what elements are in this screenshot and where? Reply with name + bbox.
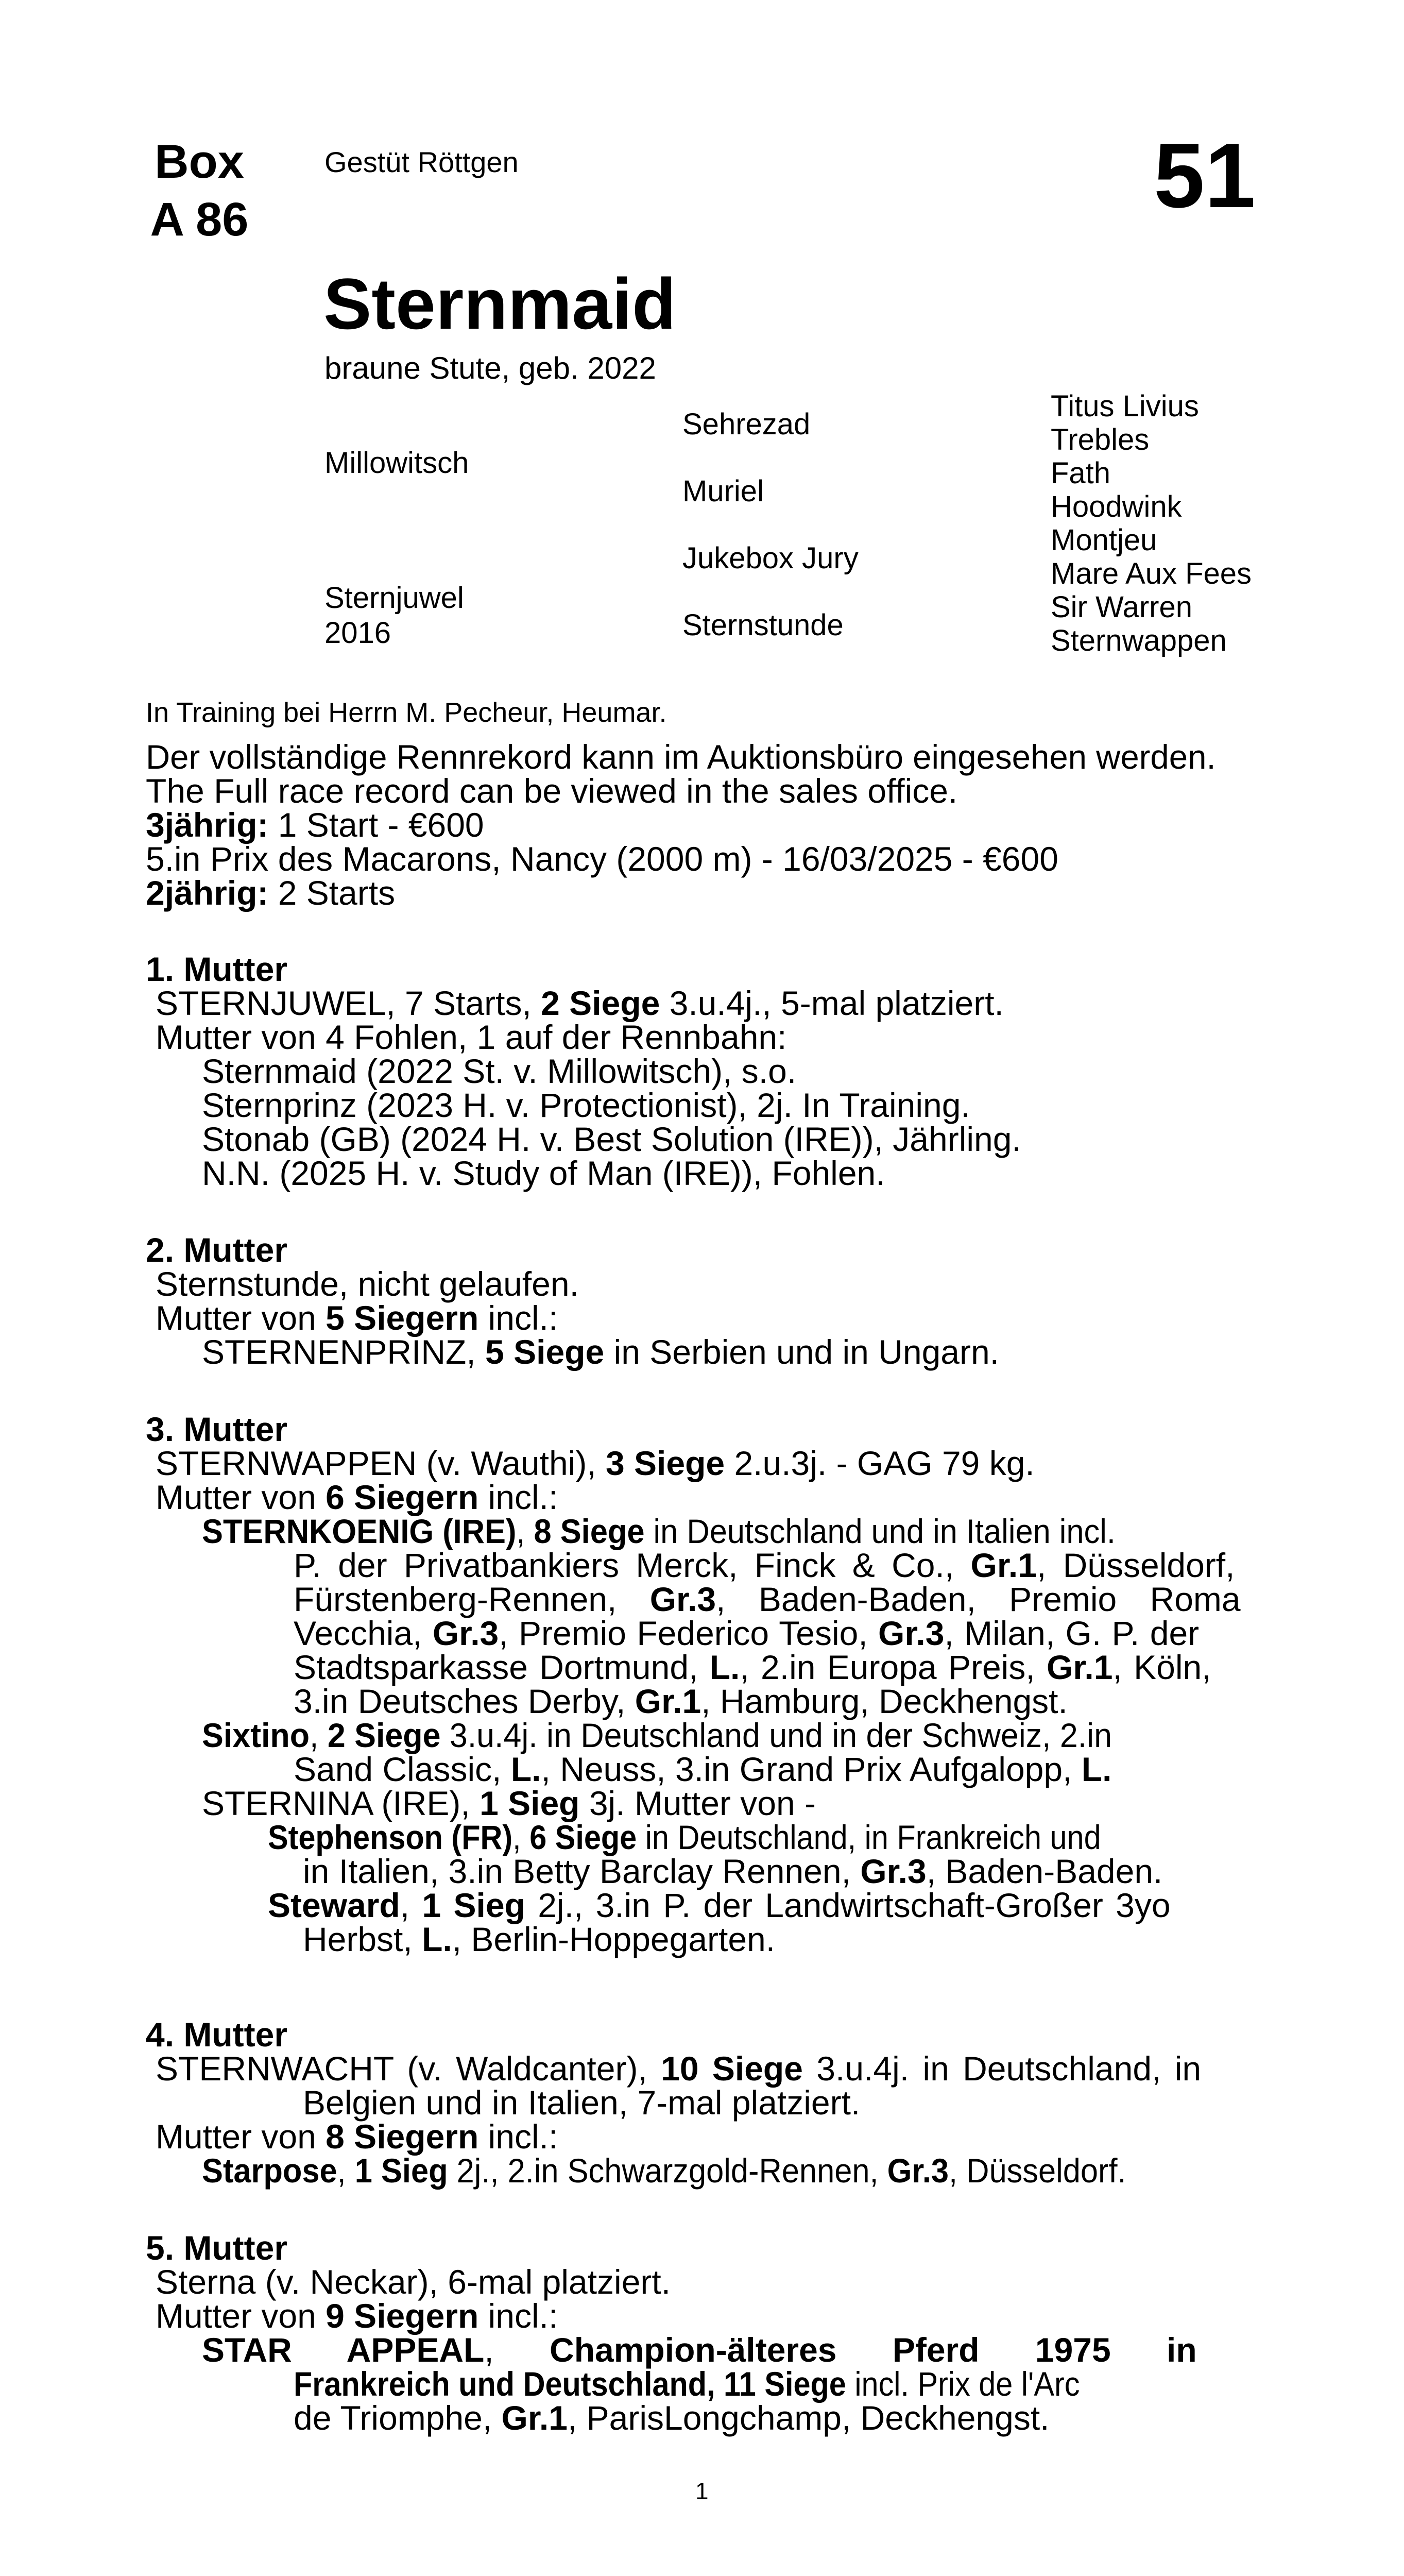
offspring-detail bbox=[294, 2401, 1050, 2435]
wins: 8 Siege bbox=[534, 1512, 645, 1550]
section-title-m2: 2. Mutter bbox=[146, 1231, 288, 1269]
sep: , bbox=[400, 1886, 422, 1924]
m3-bold: 3 Siege bbox=[605, 1444, 725, 1482]
race-grade: Gr.1 bbox=[501, 2399, 568, 2437]
detail: 3.u.4j. in Deutschland und in der Schweiz, 2.in bbox=[440, 1716, 1112, 1754]
pedigree-great-grandparent: Sir Warren bbox=[1051, 590, 1192, 624]
page-number: 1 bbox=[695, 2478, 709, 2504]
m2-line bbox=[156, 1301, 558, 1335]
age2-label: 2jährig: bbox=[146, 874, 269, 912]
race-record-note-de bbox=[146, 740, 1227, 774]
detail: 3.in Deutsches Derby, bbox=[294, 1682, 635, 1720]
offspring-name: Starpose bbox=[202, 2151, 337, 2190]
section-title-m5: 5. Mutter bbox=[146, 2229, 288, 2267]
horse-description: braune Stute, geb. 2022 bbox=[324, 351, 656, 385]
race-grade: Gr.1 bbox=[635, 1682, 701, 1720]
offspring-name: STERNINA (IRE), bbox=[202, 1784, 480, 1822]
pedigree-great-grandparent: Sternwappen bbox=[1051, 624, 1227, 657]
offspring-name: STERNKOENIG (IRE) bbox=[202, 1512, 517, 1550]
m4-text: STERNWACHT (v. Waldcanter), bbox=[156, 2049, 661, 2088]
pedigree-grandparent: Jukebox Jury bbox=[682, 541, 859, 575]
detail: , Neuss, 3.in Grand Prix Aufgalopp, bbox=[541, 1750, 1082, 1788]
detail: , Baden-Baden, Premio Roma bbox=[716, 1580, 1241, 1618]
detail: , 2.in Europa Preis, bbox=[740, 1648, 1047, 1686]
m4-text: incl.: bbox=[478, 2117, 558, 2156]
race-grade: Gr.3 bbox=[887, 2151, 949, 2190]
box-number: A 86 bbox=[150, 193, 249, 246]
wins: 2 Siege bbox=[327, 1716, 441, 1754]
detail: , Düsseldorf. bbox=[949, 2151, 1126, 2190]
offspring-name: STAR APPEAL bbox=[202, 2331, 485, 2369]
race-grade: Gr.3 bbox=[432, 1614, 499, 1652]
detail: , Milan, G. P. der bbox=[944, 1614, 1200, 1652]
m5-line: Sterna (v. Neckar), 6-mal platziert. bbox=[156, 2263, 671, 2301]
m2-text: STERNENPRINZ, bbox=[202, 1333, 486, 1371]
race-grade: Gr.1 bbox=[1047, 1648, 1113, 1686]
m4-bold: 10 Siege bbox=[661, 2049, 803, 2088]
offspring-sternkoenig bbox=[202, 1514, 1184, 1548]
m5-bold: 9 Siegern bbox=[326, 2297, 479, 2335]
m2-bold: 5 Siegern bbox=[326, 1299, 479, 1337]
detail: Champion-älteres Pferd 1975 in bbox=[550, 2331, 1197, 2369]
pedigree-grandparent: Sternstunde bbox=[682, 608, 844, 642]
sep: , bbox=[516, 1512, 534, 1550]
m4-line bbox=[156, 2049, 1202, 2088]
foal-item: Sternmaid (2022 St. v. Millowitsch), s.o. bbox=[202, 1052, 797, 1090]
pedigree-great-grandparent: Mare Aux Fees bbox=[1051, 557, 1252, 590]
offspring-detail bbox=[294, 1548, 1235, 1582]
m5-text: incl.: bbox=[478, 2297, 558, 2335]
m2-bold: 5 Siege bbox=[485, 1333, 605, 1371]
offspring-detail bbox=[294, 1582, 1241, 1616]
m5-text: Mutter von bbox=[156, 2297, 326, 2335]
offspring-sternina bbox=[202, 1786, 816, 1820]
pedigree-grandparent: Muriel bbox=[682, 474, 764, 508]
m2-text: incl.: bbox=[478, 1299, 558, 1337]
wins: 1 Sieg bbox=[480, 1784, 580, 1822]
offspring-detail bbox=[294, 1752, 1111, 1786]
race-grade: Gr.3 bbox=[878, 1614, 945, 1652]
offspring-detail bbox=[303, 1922, 775, 1956]
m4-bold: 8 Siegern bbox=[326, 2117, 479, 2156]
race-grade: L. bbox=[1081, 1750, 1112, 1788]
detail: , Baden-Baden. bbox=[926, 1852, 1163, 1890]
race-grade: L. bbox=[422, 1920, 452, 1958]
detail: in Deutschland, in Frankreich und bbox=[637, 1818, 1101, 1856]
offspring-detail bbox=[294, 1650, 1211, 1684]
wins: 6 Siege bbox=[529, 1818, 637, 1856]
m5-line bbox=[156, 2299, 558, 2333]
sep: , bbox=[337, 2151, 355, 2190]
race-grade: L. bbox=[510, 1750, 541, 1788]
offspring-detail bbox=[294, 1616, 1199, 1650]
m3-bold: 6 Siegern bbox=[326, 1478, 479, 1516]
offspring-name: Sixtino bbox=[202, 1716, 310, 1754]
m2-text: Mutter von bbox=[156, 1299, 326, 1337]
lot-number: 51 bbox=[1154, 124, 1256, 227]
m1-line bbox=[156, 986, 1004, 1020]
detail: Herbst, bbox=[303, 1920, 422, 1958]
offspring-star-appeal bbox=[202, 2333, 1197, 2367]
detail: , Köln, bbox=[1112, 1648, 1211, 1686]
foal-item: Sternprinz (2023 H. v. Protectionist), 2j. In Training. bbox=[202, 1086, 970, 1124]
section-title-m3: 3. Mutter bbox=[146, 1410, 288, 1448]
detail: , Düsseldorf, bbox=[1036, 1546, 1235, 1584]
pedigree-dam: Sternjuwel bbox=[324, 581, 464, 615]
offspring-name: Stephenson (FR) bbox=[268, 1818, 513, 1856]
offspring-steward bbox=[268, 1888, 1171, 1922]
m3-line bbox=[156, 1446, 1035, 1480]
m1-text: 3.u.4j., 5-mal platziert. bbox=[660, 984, 1004, 1022]
offspring-stephenson bbox=[268, 1820, 1193, 1854]
detail: de Triomphe, bbox=[294, 2399, 502, 2437]
sep: , bbox=[512, 1818, 530, 1856]
detail: incl. Prix de l'Arc bbox=[846, 2365, 1080, 2403]
m4-text: Mutter von bbox=[156, 2117, 326, 2156]
age2-line bbox=[146, 876, 395, 910]
detail: Stadtsparkasse Dortmund, bbox=[294, 1648, 710, 1686]
offspring-starpose bbox=[202, 2151, 1196, 2190]
m3-text: STERNWAPPEN (v. Wauthi), bbox=[156, 1444, 606, 1482]
detail: in Deutschland und in Italien incl. bbox=[644, 1512, 1116, 1550]
m4-line bbox=[156, 2117, 558, 2156]
race-grade: L. bbox=[709, 1648, 740, 1686]
note-de-text: Der vollständige Rennrekord kann im Auktionsbüro eingesehen werden. bbox=[146, 738, 1216, 776]
race-record-note-en: The Full race record can be viewed in the sales office. bbox=[146, 772, 958, 810]
offspring-name: Steward bbox=[268, 1886, 400, 1924]
m4-line: Belgien und in Italien, 7-mal platziert. bbox=[303, 2083, 861, 2122]
detail-bold: Frankreich und Deutschland, 11 Siege bbox=[294, 2365, 846, 2403]
offspring-detail bbox=[294, 2367, 1167, 2401]
pedigree-dam-year: 2016 bbox=[324, 616, 391, 650]
age3-label: 3jährig: bbox=[146, 806, 269, 844]
m3-text: Mutter von bbox=[156, 1478, 326, 1516]
detail: Sand Classic, bbox=[294, 1750, 511, 1788]
m1-text: STERNJUWEL, 7 Starts, bbox=[156, 984, 541, 1022]
detail: Fürstenberg-Rennen, bbox=[294, 1580, 650, 1618]
offspring-detail bbox=[303, 1854, 1162, 1888]
race-grade: Gr.3 bbox=[649, 1580, 716, 1618]
race-grade: Gr.1 bbox=[970, 1546, 1037, 1584]
m2-offspring bbox=[202, 1335, 999, 1369]
pedigree-great-grandparent: Montjeu bbox=[1051, 523, 1157, 557]
m3-text: incl.: bbox=[478, 1478, 558, 1516]
offspring-sixtino bbox=[202, 1718, 1160, 1752]
m1-bold: 2 Siege bbox=[541, 984, 660, 1022]
wins: 1 Sieg bbox=[354, 2151, 448, 2190]
m4-text: 3.u.4j. in Deutschland, in bbox=[802, 2049, 1202, 2088]
race-grade: Gr.3 bbox=[860, 1852, 927, 1890]
pedigree-sire: Millowitsch bbox=[324, 446, 469, 480]
age3-detail: 5.in Prix des Macarons, Nancy (2000 m) - 16/03/2025 - €600 bbox=[146, 840, 1058, 878]
age3-value: 1 Start - €600 bbox=[268, 806, 484, 844]
section-title-m1: 1. Mutter bbox=[146, 950, 288, 988]
age3-line bbox=[146, 808, 484, 842]
m3-line bbox=[156, 1480, 558, 1514]
pedigree-great-grandparent: Trebles bbox=[1051, 423, 1150, 456]
detail: 2j., 3.in P. der Landwirtschaft-Großer 3yo bbox=[525, 1886, 1171, 1924]
pedigree-grandparent: Sehrezad bbox=[682, 408, 811, 441]
foal-item: N.N. (2025 H. v. Study of Man (IRE)), Fohlen. bbox=[202, 1154, 885, 1192]
sep: , bbox=[310, 1716, 328, 1754]
wins: 1 Sieg bbox=[422, 1886, 525, 1924]
m1-offspring-summary: Mutter von 4 Fohlen, 1 auf der Rennbahn: bbox=[156, 1018, 787, 1056]
section-title-m4: 4. Mutter bbox=[146, 2015, 288, 2054]
detail: , Hamburg, Deckhengst. bbox=[701, 1682, 1068, 1720]
training-note: In Training bei Herrn M. Pecheur, Heumar. bbox=[146, 697, 667, 728]
detail: P. der Privatbankiers Merck, Finck & Co., bbox=[294, 1546, 971, 1584]
foal-item: Stonab (GB) (2024 H. v. Best Solution (IRE)), Jährling. bbox=[202, 1120, 1021, 1158]
m2-text: in Serbien und in Ungarn. bbox=[604, 1333, 1000, 1371]
detail: , Premio Federico Tesio, bbox=[499, 1614, 879, 1652]
offspring-detail bbox=[294, 1684, 1068, 1718]
m3-text: 2.u.3j. - GAG 79 kg. bbox=[725, 1444, 1035, 1482]
pedigree-great-grandparent: Fath bbox=[1051, 456, 1111, 490]
detail: Vecchia, bbox=[294, 1614, 433, 1652]
horse-name: Sternmaid bbox=[323, 263, 676, 344]
consignor: Gestüt Röttgen bbox=[324, 146, 519, 178]
detail: 2j., 2.in Schwarzgold-Rennen, bbox=[448, 2151, 887, 2190]
pedigree-great-grandparent: Hoodwink bbox=[1051, 490, 1182, 523]
detail: , Berlin-Hoppegarten. bbox=[452, 1920, 776, 1958]
detail: , ParisLongchamp, Deckhengst. bbox=[567, 2399, 1050, 2437]
detail: 3j. Mutter von - bbox=[579, 1784, 816, 1822]
sep: , bbox=[484, 2331, 550, 2369]
m2-line: Sternstunde, nicht gelaufen. bbox=[156, 1265, 579, 1303]
box-label: Box bbox=[155, 135, 244, 188]
detail: in Italien, 3.in Betty Barclay Rennen, bbox=[303, 1852, 861, 1890]
pedigree-great-grandparent: Titus Livius bbox=[1051, 389, 1199, 423]
age2-value: 2 Starts bbox=[268, 874, 396, 912]
